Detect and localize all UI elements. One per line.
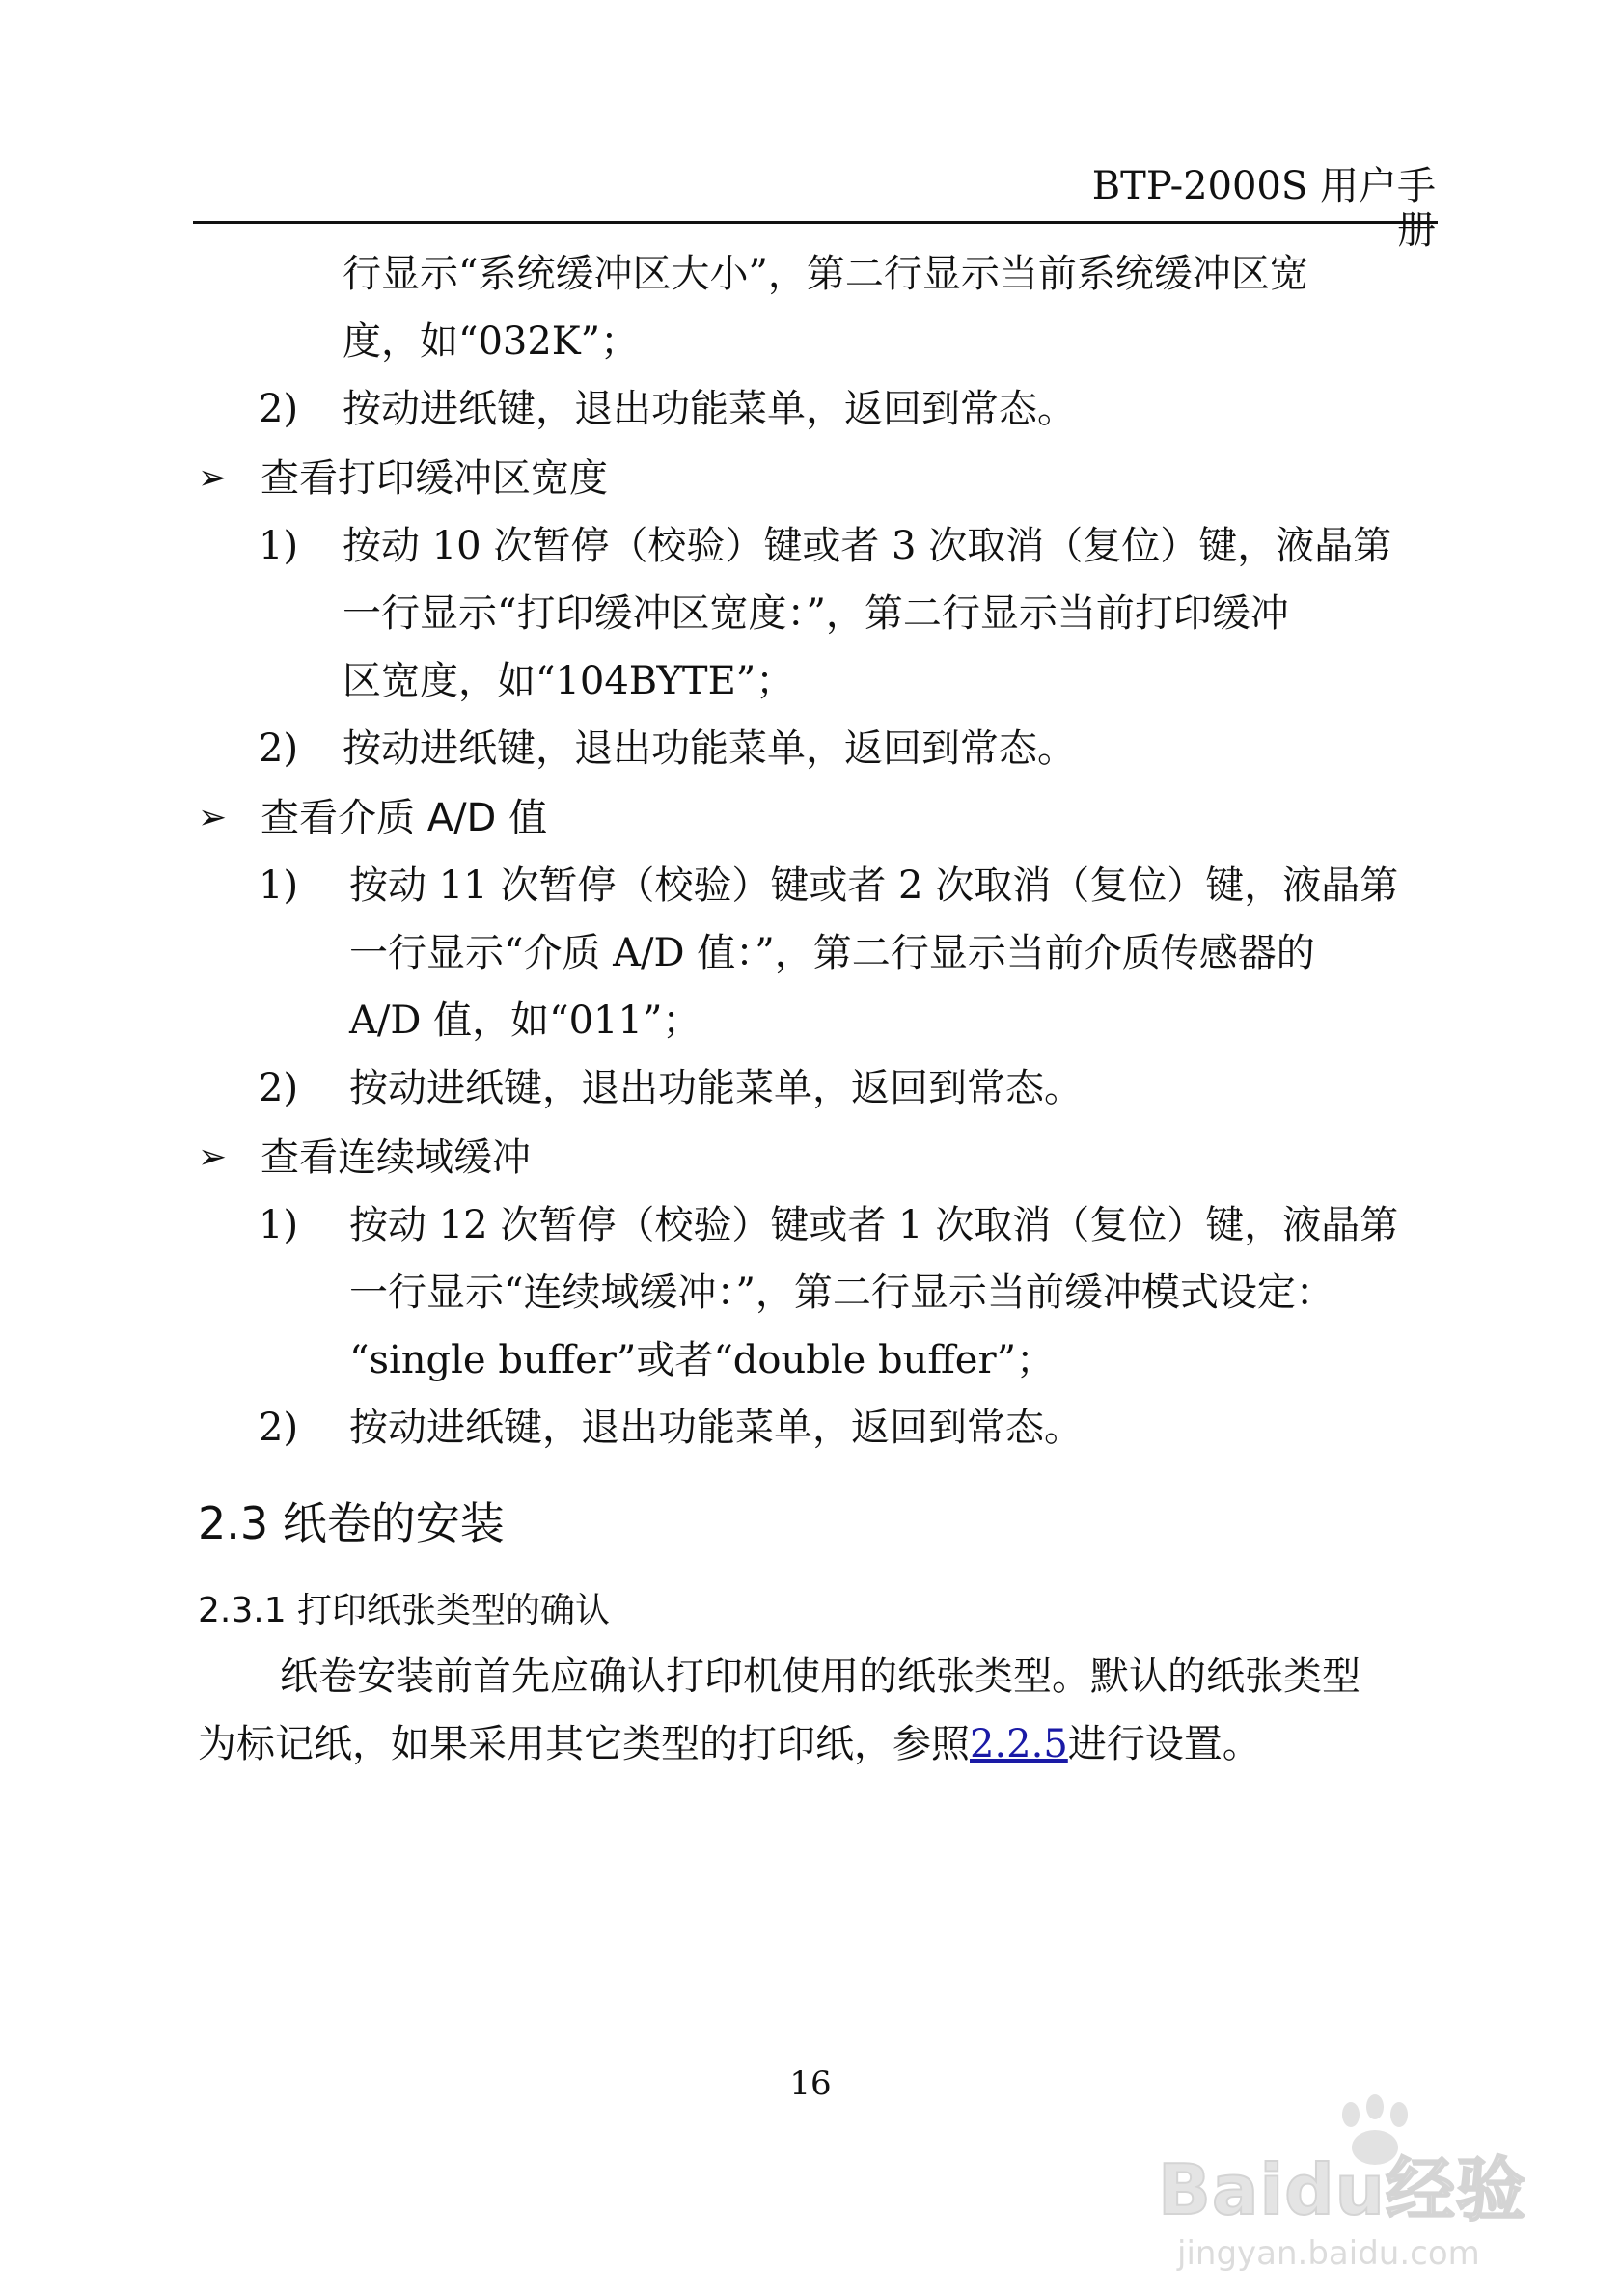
- watermark-brand: Baidu经验: [1158, 2149, 1526, 2230]
- step-1-line-2: 一行显示“打印缓冲区宽度：”，第二行显示当前打印缓冲: [343, 591, 1289, 636]
- subsection-2-3-1-title: 2.3.1 打印纸张类型的确认: [198, 1591, 611, 1630]
- step-1-line-3: A/D 值，如“011”；: [349, 998, 701, 1043]
- section-2-3-title: 2.3 纸卷的安装: [198, 1497, 505, 1549]
- page-number: 16: [789, 2064, 832, 2103]
- step-1-line-1: 按动 10 次暂停（校验）键或者 3 次取消（复位）键，液晶第: [343, 524, 1392, 568]
- watermark-url: jingyan.baidu.com: [1177, 2234, 1480, 2273]
- intro-step-2-number: 2): [259, 387, 299, 431]
- paragraph-text-after-link: 进行设置。: [1067, 1722, 1261, 1766]
- step-1-line-2: 一行显示“介质 A/D 值：”，第二行显示当前介质传感器的: [349, 931, 1315, 975]
- intro-line-2: 度，如“032K”；: [343, 319, 640, 364]
- intro-step-2-text: 按动进纸键，退出功能菜单，返回到常态。: [343, 387, 1076, 431]
- step-2-number: 2): [259, 1406, 299, 1450]
- step-2-text: 按动进纸键，退出功能菜单，返回到常态。: [349, 1406, 1083, 1450]
- step-2-text: 按动进纸键，退出功能菜单，返回到常态。: [343, 726, 1076, 771]
- step-1-number: 1): [259, 524, 299, 568]
- step-1-line-2: 一行显示“连续域缓冲：”，第二行显示当前缓冲模式设定：: [349, 1271, 1334, 1315]
- cross-reference-link[interactable]: 2.2.5: [970, 1722, 1068, 1766]
- step-1-number: 1): [259, 1203, 299, 1247]
- step-1-line-1: 按动 12 次暂停（校验）键或者 1 次取消（复位）键，液晶第: [349, 1203, 1399, 1247]
- section-heading-media-ad: 查看介质 A/D 值: [261, 796, 548, 840]
- paragraph-text-before-link: 为标记纸，如果采用其它类型的打印纸，参照: [198, 1722, 970, 1766]
- bullet-arrow-icon: ➢: [198, 458, 228, 498]
- header-rule: [193, 221, 1438, 224]
- section-heading-print-buffer: 查看打印缓冲区宽度: [261, 456, 608, 501]
- step-2-number: 2): [259, 1066, 299, 1110]
- step-1-number: 1): [259, 863, 299, 908]
- intro-line-1: 行显示“系统缓冲区大小”，第二行显示当前系统缓冲区宽: [343, 252, 1308, 296]
- bullet-arrow-icon: ➢: [198, 798, 228, 837]
- step-2-text: 按动进纸键，退出功能菜单，返回到常态。: [349, 1066, 1083, 1110]
- section-heading-continuous-buffer: 查看连续域缓冲: [261, 1135, 531, 1180]
- step-1-line-3: 区宽度，如“104BYTE”；: [343, 659, 795, 703]
- baidu-watermark: [1158, 2093, 1544, 2277]
- step-1-line-3: “single buffer”或者“double buffer”；: [349, 1338, 1056, 1382]
- paragraph-line-1: 纸卷安装前首先应确认打印机使用的纸张类型。默认的纸张类型: [280, 1654, 1360, 1699]
- running-header-title: BTP-2000S 用户手册: [1091, 164, 1436, 253]
- bullet-arrow-icon: ➢: [198, 1137, 228, 1177]
- paragraph-line-2: [198, 1719, 1261, 1769]
- step-2-number: 2): [259, 726, 299, 771]
- step-1-line-1: 按动 11 次暂停（校验）键或者 2 次取消（复位）键，液晶第: [349, 863, 1399, 908]
